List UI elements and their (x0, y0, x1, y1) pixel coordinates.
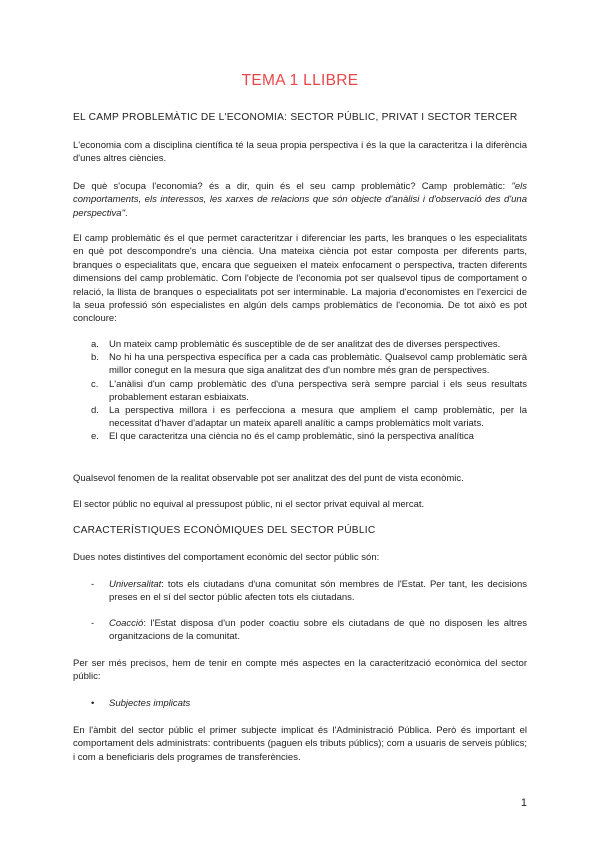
list-item (73, 617, 527, 643)
characteristic-term: Universalitat (109, 579, 162, 590)
characteristic-text: : l'Estat disposa d'un poder coactiu sobre els ciutadans de què no disposen les altres organitzacions de la comunitat. (109, 618, 527, 643)
section-heading-camp-problematic: EL CAMP PROBLEMÀTIC DE L'ECONOMIA: SECTOR PÚBLIC, PRIVAT I SECTOR TERCER (73, 112, 518, 123)
list-item (73, 378, 527, 404)
paragraph-2-end: . (124, 207, 128, 219)
paragraph-1: L'economia com a disciplina científica té la seua propia perspectiva i és la que la caracteritza i la diferència d'unes altres ciències. (73, 140, 527, 165)
list-marker: d. (91, 405, 99, 417)
paragraph-2 (73, 180, 527, 220)
paragraph-2-text: De què s'ocupa l'economia? és a dir, quin és el seu camp problemàtic? Camp problemàtic: (73, 181, 512, 192)
paragraph-6: Dues notes distintives del comportament econòmic del sector públic són: (73, 552, 380, 563)
paragraph-4: Qualsevol fenomen de la realitat observable pot ser analitzat des del punt de vista econòmic. (73, 473, 464, 484)
characteristic-term: Coacció (109, 618, 144, 629)
list-item-text: No hi ha una perspectiva específica per a cada cas problemàtic. Qualsevol camp problemàtic serà millor conegut en la mesura que siga analitzat des d'un nombre més gran de perspectives. (109, 352, 527, 377)
section-heading-sector-public: CARACTERÍSTIQUES ECONÒMIQUES DEL SECTOR PÚBLIC (73, 525, 376, 536)
paragraph-2-quote: "els comportaments, els interessos, les xarxes de relacions que són objecte d'anàlisi i d'observació des d'una perspectiva" (73, 181, 527, 219)
paragraph-3: El camp problemàtic és el que permet caracteritzar i diferenciar les parts, les branques o les especialitats en què pot descompondre's una ciència. Una mateixa ciència pot estar composta per diferents parts, branques o especialitats que, encara que segueixen el mateix enfocament o perspectiva, tracten diferents dimensions del camp problemàtic. Com l'objecte de l'economia pot ser qualsevol tipus de comportament o relació, la llista de branques o especialitats pot ser interminable. La majoria d'economistes en l'exercici de la seua professió són especialistes en algún dels camps problemàtics de l'economia. De tot això es pot concloure: (73, 233, 527, 325)
aspects-list (73, 697, 527, 710)
aspect-term: Subjectes implicats (109, 698, 191, 709)
paragraph-5: El sector públic no equival al pressupost públic, ni el sector privat equival al mercat. (73, 499, 425, 510)
characteristics-list (73, 578, 527, 604)
bullet-marker: • (91, 698, 95, 709)
list-item (73, 404, 527, 430)
characteristics-list-2 (73, 617, 527, 643)
list-item-text: Un mateix camp problemàtic és susceptible de de ser analitzat des de diverses perspectives. (109, 339, 501, 350)
list-item-text: La perspectiva millora i es perfecciona a mesura que ampliem el camp problemàtic, per la necessitat d'haver d'adaptar un mateix aparell analític a camps problemàtics molt variats. (109, 405, 527, 430)
list-item (73, 351, 527, 377)
list-item (73, 578, 527, 604)
list-item (73, 338, 527, 351)
conclusions-list (73, 338, 527, 444)
dash-marker: - (91, 618, 95, 629)
paragraph-7: Per ser més precisos, hem de tenir en compte més aspectes en la caracterització econòmica del sector públic: (73, 658, 527, 683)
dash-marker: - (91, 579, 95, 590)
list-item-text: L'anàlisi d'un camp problemàtic des d'una perspectiva serà sempre parcial i els seus resultats probablement estaran esbiaixats. (109, 378, 527, 403)
list-marker: c. (91, 378, 99, 390)
list-marker: b. (91, 352, 99, 364)
list-item (73, 697, 527, 710)
list-marker: a. (91, 339, 99, 350)
page-number: 1 (520, 797, 527, 809)
list-item-text: El que caracteritza una ciència no és el camp problemàtic, sinó la perspectiva analítica (109, 431, 474, 443)
list-item (73, 430, 527, 443)
document-title: TEMA 1 LLIBRE (241, 72, 359, 89)
characteristic-text: : tots els ciutadans d'una comunitat són membres de l'Estat. Per tant, les decisions preses en el sí del sector públic afecten tots els ciutadans. (109, 579, 527, 604)
paragraph-8: En l'àmbit del sector públic el primer subjecte implicat és l'Administració Pública. Però és important el comportament dels administrats: contribuents (paguen els tributs públics); com a usuaris de serveis públics; i com a beneficiaris dels programes de transferències. (73, 725, 527, 763)
list-marker: e. (91, 431, 99, 443)
